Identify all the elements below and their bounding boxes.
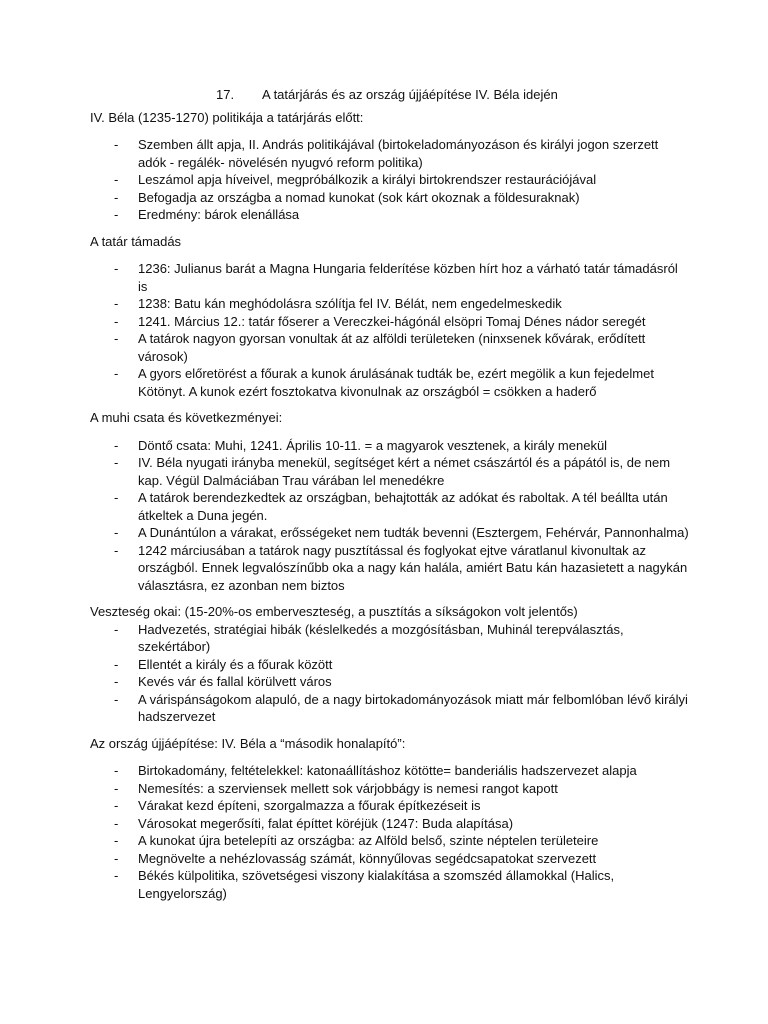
dash-bullet-icon: - bbox=[114, 542, 119, 558]
dash-bullet-icon: - bbox=[114, 366, 119, 381]
list-item-text: IV. Béla nyugati irányba menekül, segítséget kért a német császártól és a pápától is, de nem kap. Végül Dalmáciában Trau várában lel menedékre bbox=[138, 455, 671, 488]
list-item bbox=[90, 656, 690, 674]
dash-bullet-icon: - bbox=[114, 815, 119, 831]
list-item-text: A tatárok nagyon gyorsan vonultak át az alföldi területeken (ninxsenek kővárak, erődített városok) bbox=[138, 331, 646, 364]
list-item bbox=[90, 621, 690, 656]
list-item bbox=[90, 365, 690, 400]
list-item-text: A Dunántúlon a várakat, erősségeket nem tudták bevenni (Esztergem, Fehérvár, Pannonhalma) bbox=[138, 525, 689, 540]
list-item bbox=[90, 454, 690, 489]
list-item bbox=[90, 780, 690, 798]
section-heading: A muhi csata és következményei: bbox=[90, 410, 283, 425]
list-item-text: 1238: Batu kán meghódolásra szólítja fel IV. Bélát, nem engedelmeskedik bbox=[138, 296, 562, 311]
list-item-text: Békés külpolitika, szövetségesi viszony kialakítása a szomszéd államokkal (Halics, Lengyelország) bbox=[138, 868, 615, 901]
list-item bbox=[90, 489, 690, 524]
dash-bullet-icon: - bbox=[114, 455, 119, 470]
spacer bbox=[90, 427, 690, 437]
bullet-list bbox=[90, 437, 690, 595]
list-item bbox=[90, 832, 690, 850]
dash-bullet-icon: - bbox=[114, 763, 119, 778]
section-heading: Az ország újjáépítése: IV. Béla a “második honalapító”: bbox=[90, 735, 406, 751]
list-item-text: Döntő csata: Muhi, 1241. Április 10-11. = a magyarok vesztenek, a király menekül bbox=[138, 437, 608, 453]
list-item bbox=[90, 691, 690, 726]
list-item-text: A várispánságokom alapuló, de a nagy birtokadományozások miatt már felbomlóban lévő királyi hadszervezet bbox=[138, 691, 688, 724]
list-item-text: Hadvezetés, stratégiai hibák (késlelkedés a mozgósításban, Muhinál terepválasztás, szekértábor) bbox=[138, 621, 624, 654]
list-item-text: 1242 márciusában a tatárok nagy pusztítással és foglyokat ejtve váratlanul kivonultak az országból. Ennek legvalószínűbb oka a nagy kán halála, amiért Batu kán hazasietett a nagykán választásra, ez azonban nem biztos bbox=[138, 542, 688, 593]
list-item-text: Várakat kezd építeni, szorgalmazza a főurak építkezéseit is bbox=[138, 798, 481, 813]
spacer bbox=[90, 224, 690, 233]
dash-bullet-icon: - bbox=[114, 261, 119, 276]
list-item bbox=[90, 189, 690, 207]
document-page bbox=[90, 86, 690, 902]
bullet-list bbox=[90, 136, 690, 224]
list-item-text: Megnövelte a nehézlovasság számát, könnyűlovas segédcsapatokat szervezett bbox=[138, 850, 597, 866]
list-item-text: 1236: Julianus barát a Magna Hungaria felderítése közben hírt hoz a várható tatár támadásról is bbox=[138, 261, 678, 294]
dash-bullet-icon: - bbox=[114, 621, 119, 637]
dash-bullet-icon: - bbox=[114, 207, 119, 222]
dash-bullet-icon: - bbox=[114, 780, 119, 796]
list-item-text: Befogadja az országba a nomad kunokat (sok kárt okoznak a földesuraknak) bbox=[138, 189, 580, 205]
spacer bbox=[90, 400, 690, 409]
list-item-text: Eredmény: bárok elenállása bbox=[138, 207, 300, 222]
list-item bbox=[90, 437, 690, 455]
dash-bullet-icon: - bbox=[114, 850, 119, 866]
list-item bbox=[90, 797, 690, 815]
dash-bullet-icon: - bbox=[114, 137, 119, 152]
list-item-text: Ellentét a király és a főurak között bbox=[138, 656, 333, 672]
list-item bbox=[90, 136, 690, 171]
bullet-list bbox=[90, 762, 690, 902]
list-item bbox=[90, 524, 690, 542]
dash-bullet-icon: - bbox=[114, 525, 119, 540]
title-text: A tatárjárás és az ország újjáépítése IV. Béla idején bbox=[262, 87, 558, 102]
spacer bbox=[90, 250, 690, 260]
dash-bullet-icon: - bbox=[114, 798, 119, 813]
spacer bbox=[90, 126, 690, 136]
spacer bbox=[90, 726, 690, 735]
list-item-text: Nemesítés: a szerviensek mellett sok várjobbágy is nemesi rangot kapott bbox=[138, 780, 558, 796]
list-item bbox=[90, 171, 690, 189]
section-heading: Veszteség okai: (15-20%-os emberveszteség, a pusztítás a síkságokon volt jelentős) bbox=[90, 604, 578, 619]
list-item-text: A tatárok berendezkedtek az országban, behajtották az adókat és raboltak. A tél beállta után átkeltek a Duna jegén. bbox=[138, 490, 668, 523]
list-item bbox=[90, 762, 690, 780]
list-item bbox=[90, 867, 690, 902]
list-item bbox=[90, 330, 690, 365]
document-title bbox=[90, 86, 690, 104]
dash-bullet-icon: - bbox=[114, 656, 119, 672]
dash-bullet-icon: - bbox=[114, 189, 119, 205]
spacer bbox=[90, 594, 690, 603]
title-number: 17. bbox=[216, 87, 235, 102]
dash-bullet-icon: - bbox=[114, 313, 119, 329]
list-item-text: A kunokat újra betelepíti az országba: az Alföld belső, szinte néptelen területeire bbox=[138, 833, 599, 848]
list-item bbox=[90, 673, 690, 691]
list-item-text: Városokat megerősíti, falat építtet köréjük (1247: Buda alapítása) bbox=[138, 815, 514, 831]
list-item bbox=[90, 850, 690, 868]
list-item bbox=[90, 313, 690, 331]
dash-bullet-icon: - bbox=[114, 331, 119, 346]
dash-bullet-icon: - bbox=[114, 833, 119, 848]
dash-bullet-icon: - bbox=[114, 172, 119, 187]
dash-bullet-icon: - bbox=[114, 868, 119, 883]
section-heading: IV. Béla (1235-1270) politikája a tatárjárás előtt: bbox=[90, 109, 364, 125]
document-body bbox=[90, 109, 690, 903]
list-item bbox=[90, 542, 690, 595]
bullet-list bbox=[90, 621, 690, 726]
dash-bullet-icon: - bbox=[114, 674, 119, 689]
list-item bbox=[90, 206, 690, 224]
list-item-text: 1241. Március 12.: tatár főserег a Vereczkei-hágónál elsöpri Tomaj Dénes nádor seregét bbox=[138, 313, 646, 329]
list-item bbox=[90, 295, 690, 313]
spacer bbox=[90, 752, 690, 762]
dash-bullet-icon: - bbox=[114, 296, 119, 311]
list-item-text: A gyors előretörést a főurak a kunok árulásának tudták be, ezért megölik a kun fejedelmet Kötönyt. A kunok ezért fosztokatva kivonulnak az országból = csökken a haderő bbox=[138, 366, 654, 399]
list-item-text: Szemben állt apja, II. András politikájával (birtokeladományozáson és királyi jogon szerzett adók - regálék- növelésén nyugvó reform politika) bbox=[138, 137, 659, 170]
dash-bullet-icon: - bbox=[114, 490, 119, 505]
section-heading: A tatár támadás bbox=[90, 233, 182, 249]
list-item bbox=[90, 815, 690, 833]
dash-bullet-icon: - bbox=[114, 437, 119, 453]
bullet-list bbox=[90, 260, 690, 400]
list-item-text: Birtokadomány, feltételekkel: katonaállításhoz kötötte= banderiális hadszervezet alapja bbox=[138, 763, 637, 778]
list-item bbox=[90, 260, 690, 295]
list-item-text: Kevés vár és fallal körülvett város bbox=[138, 674, 332, 689]
list-item-text: Leszámol apja híveivel, megpróbálkozik a királyi birtokrendszer restaurációjával bbox=[138, 172, 597, 187]
dash-bullet-icon: - bbox=[114, 691, 119, 707]
